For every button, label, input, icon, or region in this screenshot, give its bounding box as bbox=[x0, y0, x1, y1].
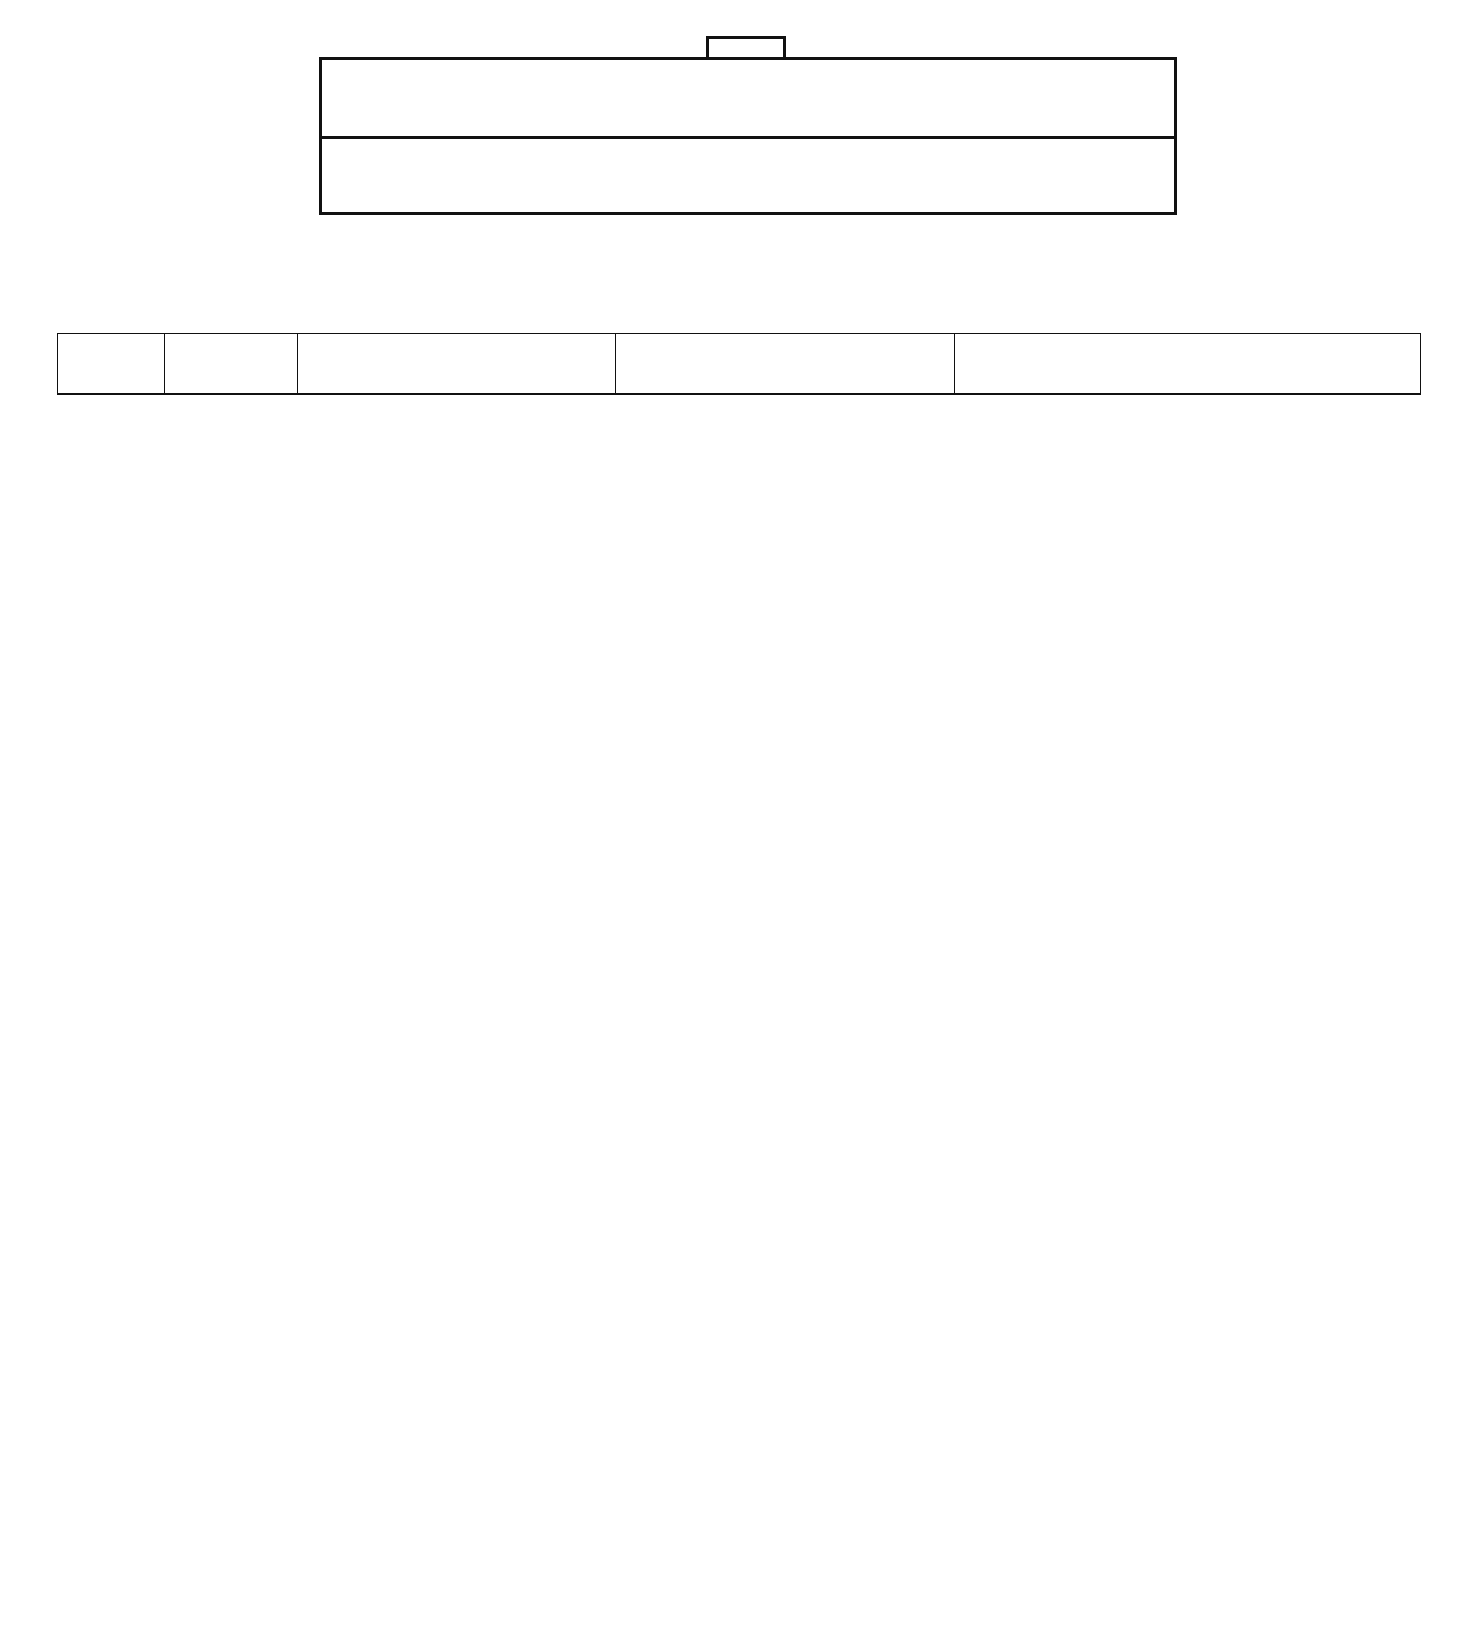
connector-latch bbox=[706, 36, 786, 58]
header-signal bbox=[955, 334, 1421, 394]
header-description bbox=[616, 334, 955, 394]
pin-table bbox=[57, 333, 1421, 395]
header-wire-color bbox=[165, 334, 298, 394]
connector-top-row bbox=[322, 60, 1174, 136]
connector-diagram bbox=[319, 57, 1177, 215]
connector-bottom-row bbox=[322, 136, 1174, 215]
header-terminal-number bbox=[58, 334, 165, 394]
table-header-row bbox=[58, 334, 1421, 394]
note bbox=[975, 300, 981, 326]
header-terminal-name bbox=[298, 334, 616, 394]
